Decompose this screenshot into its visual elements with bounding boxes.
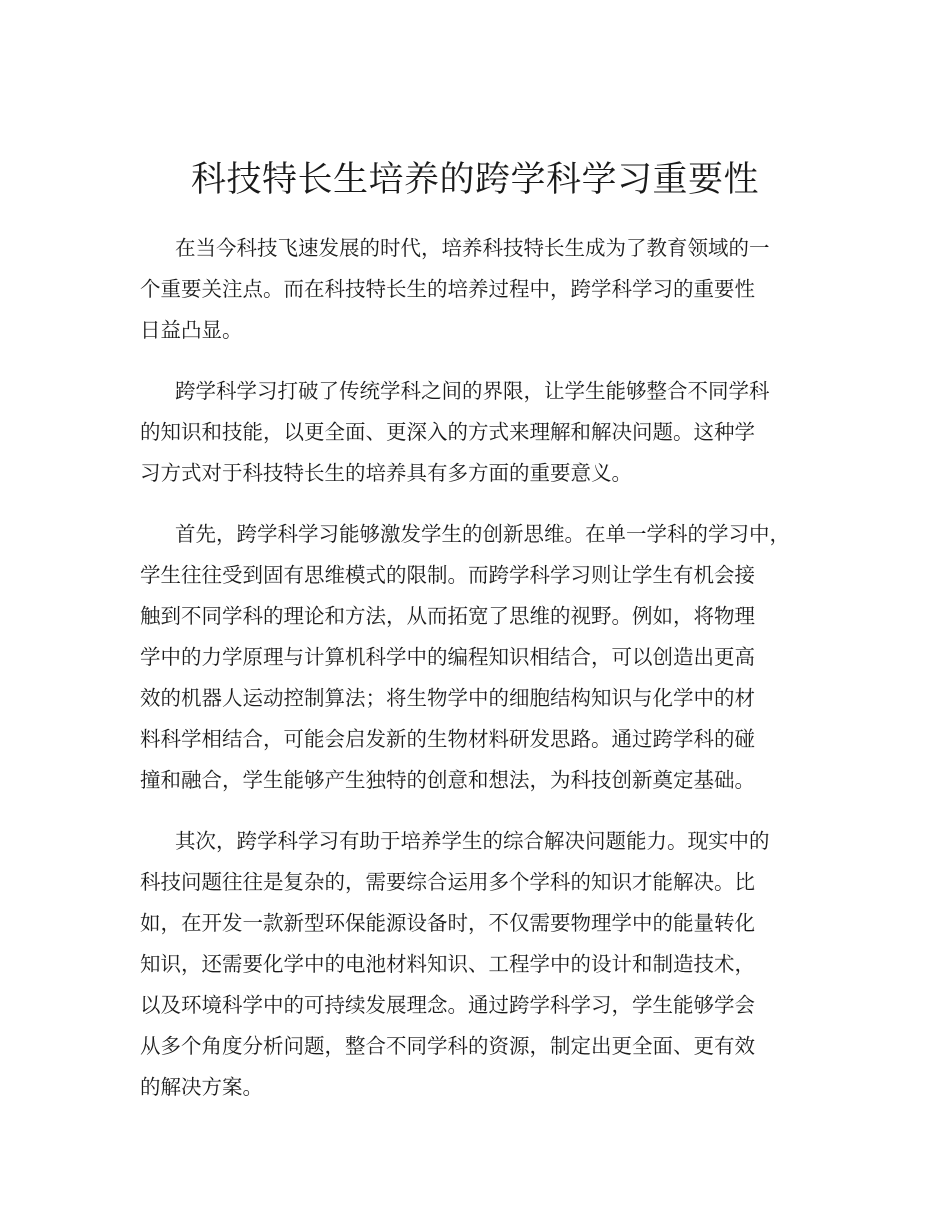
paragraph-line: 触到不同学科的理论和方法，从而拓宽了思维的视野。例如，将物理 <box>140 604 755 628</box>
paragraph-line: 学中的力学原理与计算机科学中的编程知识相结合，可以创造出更高 <box>140 645 755 669</box>
document-title: 科技特长生培养的跨学科学习重要性 <box>190 160 759 200</box>
paragraph-line: 首先，跨学科学习能够激发学生的创新思维。在单一学科的学习中， <box>175 522 790 546</box>
paragraph-2 <box>140 371 770 494</box>
paragraph-line: 学生往往受到固有思维模式的限制。而跨学科学习则让学生有机会接 <box>140 563 755 587</box>
paragraph-line: 从多个角度分析问题，整合不同学科的资源，制定出更全面、更有效 <box>140 1034 755 1058</box>
paragraph-line: 如，在开发一款新型环保能源设备时，不仅需要物理学中的能量转化 <box>140 911 755 935</box>
paragraph-line: 撞和融合，学生能够产生独特的创意和想法，为科技创新奠定基础。 <box>140 768 755 792</box>
paragraph-line: 料科学相结合，可能会启发新的生物材料研发思路。通过跨学科的碰 <box>140 727 755 751</box>
paragraph-line: 习方式对于科技特长生的培养具有多方面的重要意义。 <box>140 461 632 485</box>
paragraph-line: 科技问题往往是复杂的，需要综合运用多个学科的知识才能解决。比 <box>140 870 755 894</box>
paragraph-line: 的解决方案。 <box>140 1075 263 1099</box>
paragraph-4 <box>140 821 770 1108</box>
paragraph-3 <box>140 514 790 801</box>
paragraph-line: 其次，跨学科学习有助于培养学生的综合解决问题能力。现实中的 <box>175 829 770 853</box>
paragraph-line: 日益凸显。 <box>140 318 243 342</box>
paragraph-line: 的知识和技能，以更全面、更深入的方式来理解和解决问题。这种学 <box>140 420 755 444</box>
paragraph-line: 效的机器人运动控制算法；将生物学中的细胞结构知识与化学中的材 <box>140 686 755 710</box>
paragraph-line: 以及环境科学中的可持续发展理念。通过跨学科学习，学生能够学会 <box>140 993 755 1017</box>
paragraph-line: 个重要关注点。而在科技特长生的培养过程中，跨学科学习的重要性 <box>140 277 755 301</box>
paragraph-line: 在当今科技飞速发展的时代，培养科技特长生成为了教育领域的一 <box>175 236 770 260</box>
paragraph-line: 知识，还需要化学中的电池材料知识、工程学中的设计和制造技术， <box>140 952 755 976</box>
paragraph-line: 跨学科学习打破了传统学科之间的界限，让学生能够整合不同学科 <box>175 379 770 403</box>
paragraph-1 <box>140 228 770 351</box>
